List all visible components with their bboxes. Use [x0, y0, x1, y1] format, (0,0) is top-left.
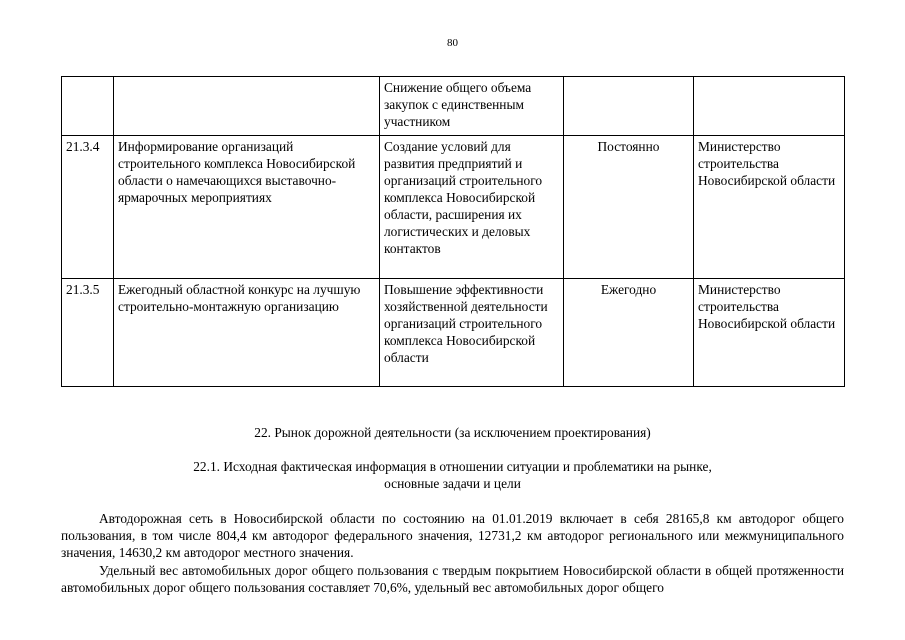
table-row	[62, 279, 845, 387]
measures-table	[61, 76, 845, 387]
table-row	[62, 136, 845, 279]
period-cell: Постоянно	[564, 136, 694, 279]
subsection-title-line-1: 22.1. Исходная фактическая информация в отношении ситуации и проблематики на рынке,	[193, 459, 712, 474]
goal-cell: Создание условий для развития предприятий и организаций строительного комплекса Новосибирской области, расширения их логистических и деловых контактов	[380, 136, 564, 279]
period-cell	[564, 77, 694, 136]
page-number: 80	[447, 37, 458, 49]
measure-cell: Ежегодный областной конкурс на лучшую строительно-монтажную организацию	[114, 279, 380, 387]
subsection-title	[0, 458, 905, 492]
period-cell: Ежегодно	[564, 279, 694, 387]
measure-cell	[114, 77, 380, 136]
goal-cell: Повышение эффективности хозяйственной деятельности организаций строительного комплекса Новосибирской области	[380, 279, 564, 387]
item-number-cell: 21.3.5	[62, 279, 114, 387]
section-title: 22. Рынок дорожной деятельности (за исключением проектирования)	[254, 425, 651, 440]
responsible-cell: Министерство строительства Новосибирской области	[694, 279, 845, 387]
measure-cell: Информирование организаций строительного комплекса Новосибирской области о намечающихся выставочно-ярмарочных мероприятиях	[114, 136, 380, 279]
body-paragraph: Удельный вес автомобильных дорог общего пользования с твердым покрытием Новосибирской области в общей протяженности автомобильных дорог общего пользования составляет 70,6%, удельный вес автомобильных дорог общего	[61, 563, 844, 595]
item-number-cell: 21.3.4	[62, 136, 114, 279]
responsible-cell	[694, 77, 845, 136]
goal-cell: Снижение общего объема закупок с единственным участником	[380, 77, 564, 136]
item-number-cell	[62, 77, 114, 136]
body-paragraph: Автодорожная сеть в Новосибирской области по состоянию на 01.01.2019 включает в себя 28165,8 км автодорог общего пользования, в том числе 804,4 км автодорог федерального значения, 12731,2 км автодорог регионального или межмуниципального значения, 14630,2 км автодорог местного значения.	[61, 511, 844, 560]
subsection-title-line-2: основные задачи и цели	[384, 476, 521, 491]
responsible-cell: Министерство строительства Новосибирской области	[694, 136, 845, 279]
table-row	[62, 77, 845, 136]
